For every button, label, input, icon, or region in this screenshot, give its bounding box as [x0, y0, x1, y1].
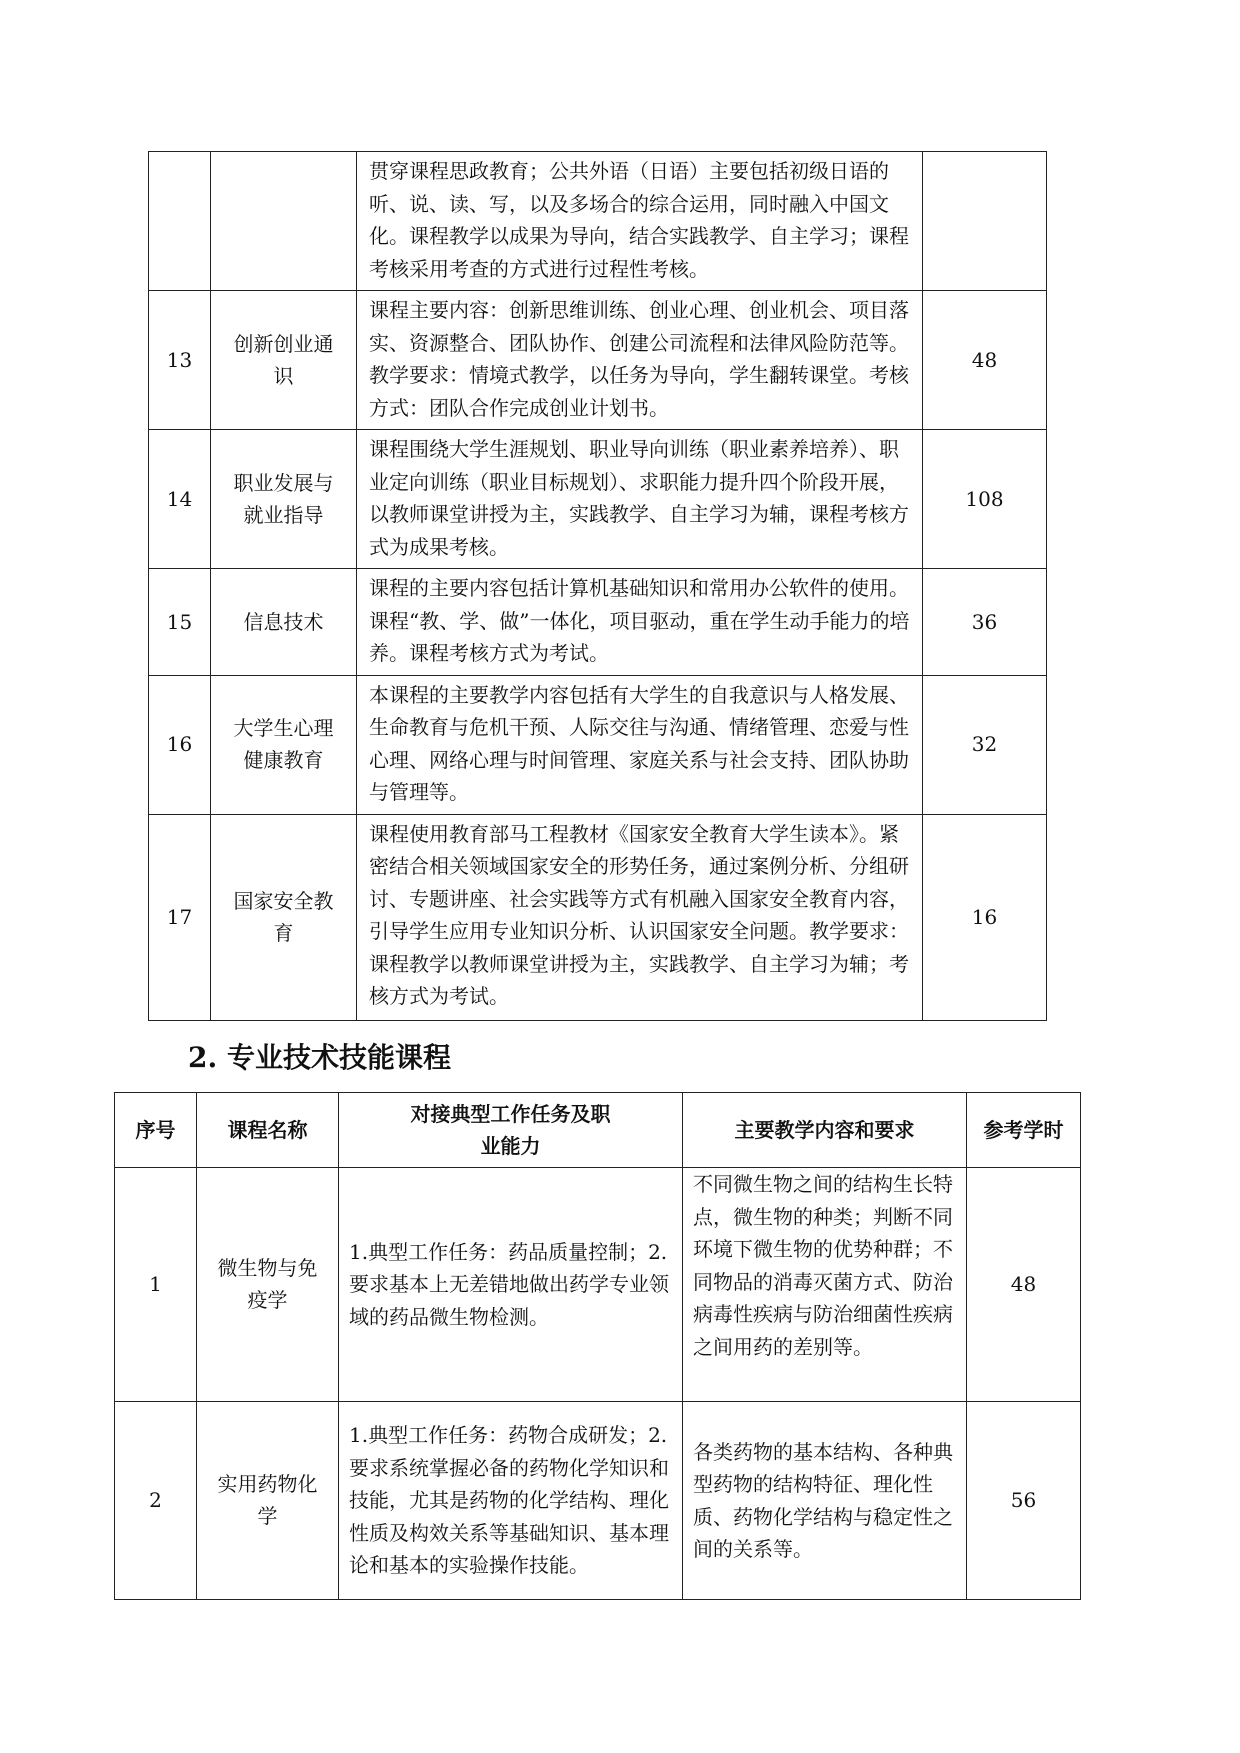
table-row: [149, 152, 1047, 291]
course-hours: 16: [923, 814, 1047, 1020]
table-row: [115, 1402, 1081, 1600]
course-description: 贯穿课程思政教育；公共外语（日语）主要包括初级日语的听、说、读、写，以及多场合的综合运用，同时融入中国文化。课程教学以成果为导向，结合实践教学、自主学习；课程考核采用考查的方式进行过程性考核。: [357, 152, 923, 291]
header-content: 主要教学内容和要求: [683, 1093, 967, 1168]
course-name: 大学生心理健康教育: [211, 675, 357, 814]
course-ability: 1.典型工作任务：药物合成研发；2.要求系统掌握必备的药物化学知识和技能，尤其是药物的化学结构、理化性质及构效关系等基础知识、基本理论和基本的实验操作技能。: [339, 1402, 683, 1600]
course-name: 实用药物化学: [197, 1402, 339, 1600]
professional-courses-table: [114, 1092, 1081, 1600]
header-index: 序号: [115, 1093, 197, 1168]
table-header-row: [115, 1093, 1081, 1168]
course-hours: 56: [967, 1402, 1081, 1600]
course-name: 微生物与免疫学: [197, 1168, 339, 1402]
table-row: [149, 814, 1047, 1020]
header-name: 课程名称: [197, 1093, 339, 1168]
row-index: 16: [149, 675, 211, 814]
course-description: 课程围绕大学生涯规划、职业导向训练（职业素养培养）、职业定向训练（职业目标规划）、求职能力提升四个阶段开展，以教师课堂讲授为主，实践教学、自主学习为辅，课程考核方式为成果考核。: [357, 430, 923, 569]
row-index: 14: [149, 430, 211, 569]
table-row: [149, 675, 1047, 814]
course-ability: 1.典型工作任务：药品质量控制；2.要求基本上无差错地做出药学专业领域的药品微生物检测。: [339, 1168, 683, 1402]
course-name: 职业发展与就业指导: [211, 430, 357, 569]
general-courses-table: [148, 151, 1047, 1021]
section-number: 2.: [188, 1041, 218, 1074]
table-row: [149, 430, 1047, 569]
table-row: [149, 291, 1047, 430]
table-row: [149, 569, 1047, 676]
course-hours: 32: [923, 675, 1047, 814]
row-index: 17: [149, 814, 211, 1020]
course-name: 创新创业通识: [211, 291, 357, 430]
row-index: 2: [115, 1402, 197, 1600]
course-name: 信息技术: [211, 569, 357, 676]
table-row: [115, 1168, 1081, 1402]
course-description: 课程主要内容：创新思维训练、创业心理、创业机会、项目落实、资源整合、团队协作、创建公司流程和法律风险防范等。教学要求：情境式教学，以任务为导向，学生翻转课堂。考核方式：团队合作完成创业计划书。: [357, 291, 923, 430]
course-hours: 108: [923, 430, 1047, 569]
course-description: 课程的主要内容包括计算机基础知识和常用办公软件的使用。课程“教、学、做”一体化，项目驱动，重在学生动手能力的培养。课程考核方式为考试。: [357, 569, 923, 676]
row-index: 13: [149, 291, 211, 430]
row-index: [149, 152, 211, 291]
course-description: 课程使用教育部马工程教材《国家安全教育大学生读本》。紧密结合相关领域国家安全的形势任务，通过案例分析、分组研讨、专题讲座、社会实践等方式有机融入国家安全教育内容，引导学生应用专业知识分析、认识国家安全问题。教学要求：课程教学以教师课堂讲授为主，实践教学、自主学习为辅；考核方式为考试。: [357, 814, 923, 1020]
header-ability: 对接典型工作任务及职业能力: [339, 1093, 683, 1168]
course-content: 不同微生物之间的结构生长特点，微生物的种类；判断不同环境下微生物的优势种群；不同物品的消毒灭菌方式、防治病毒性疾病与防治细菌性疾病之间用药的差别等。: [683, 1168, 967, 1402]
course-content: 各类药物的基本结构、各种典型药物的结构特征、理化性质、药物化学结构与稳定性之间的关系等。: [683, 1402, 967, 1600]
row-index: 15: [149, 569, 211, 676]
course-hours: [923, 152, 1047, 291]
course-name: 国家安全教育: [211, 814, 357, 1020]
course-description: 本课程的主要教学内容包括有大学生的自我意识与人格发展、生命教育与危机干预、人际交往与沟通、情绪管理、恋爱与性心理、网络心理与时间管理、家庭关系与社会支持、团队协助与管理等。: [357, 675, 923, 814]
course-hours: 48: [923, 291, 1047, 430]
header-hours: 参考学时: [967, 1093, 1081, 1168]
course-name: [211, 152, 357, 291]
course-hours: 36: [923, 569, 1047, 676]
row-index: 1: [115, 1168, 197, 1402]
section-heading: [188, 1038, 451, 1078]
section-title: 专业技术技能课程: [226, 1041, 451, 1074]
course-hours: 48: [967, 1168, 1081, 1402]
